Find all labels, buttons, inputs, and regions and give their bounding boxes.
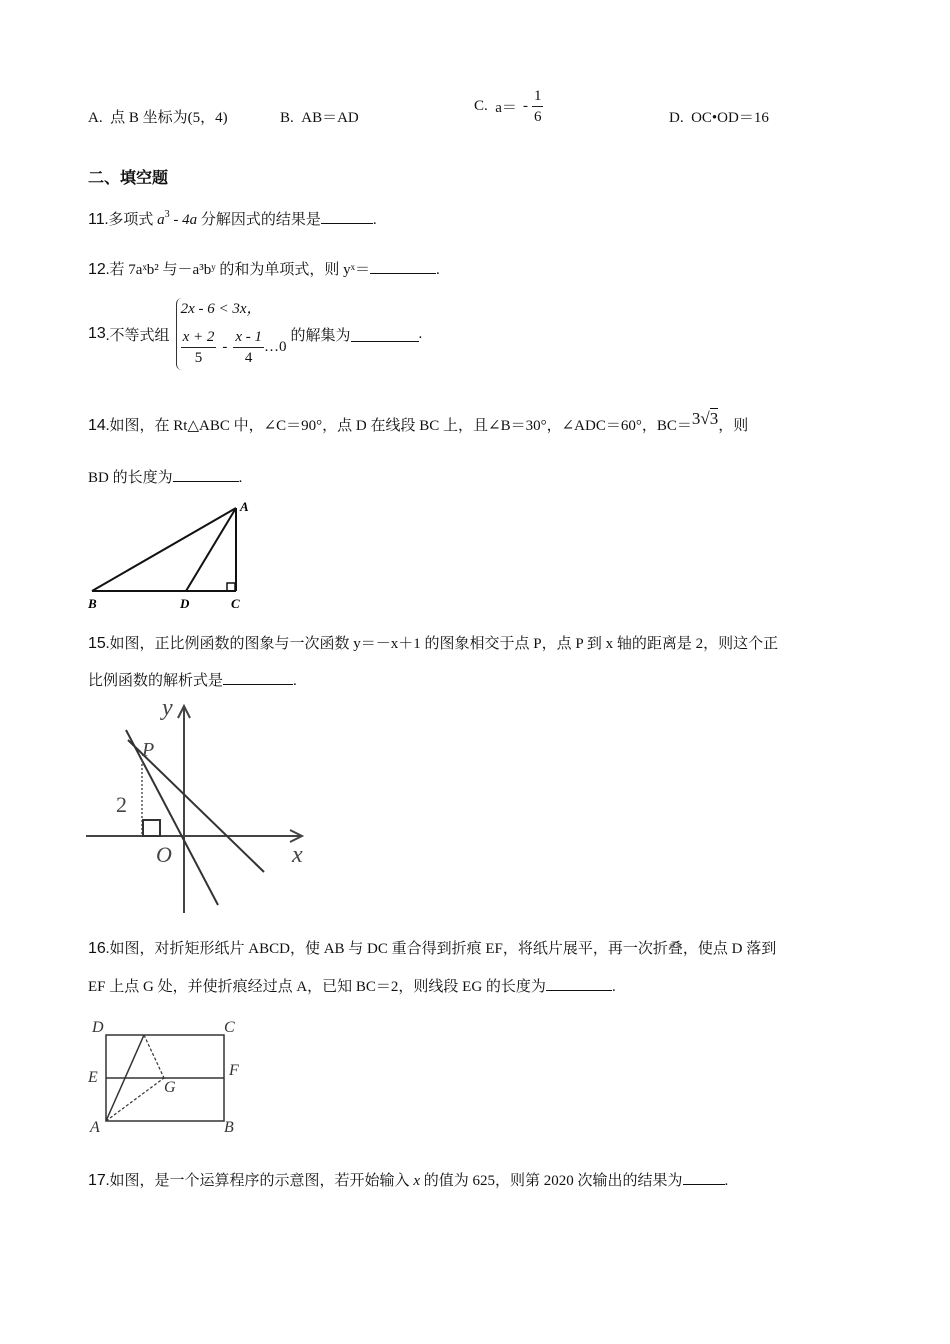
answer-blank[interactable] — [546, 976, 612, 991]
label-a: A — [240, 499, 249, 514]
label-d: D — [180, 596, 190, 611]
denominator: 6 — [533, 108, 542, 125]
label-o: O — [156, 842, 172, 867]
radicand: 3 — [709, 409, 719, 428]
segment-ab — [92, 508, 236, 591]
question-text: .多项式 — [104, 212, 154, 228]
question-number: 11 — [88, 211, 105, 228]
period: . — [418, 325, 423, 342]
period: . — [724, 1173, 729, 1189]
option-label: D. — [669, 110, 684, 126]
denominator: 5 — [194, 349, 203, 366]
question-16-line-2 — [88, 975, 616, 996]
label-c: C — [231, 596, 240, 611]
relation: …0 — [264, 338, 287, 355]
question-text: 的值为 625，则第 2020 次输出的结果为 — [419, 1173, 683, 1189]
answer-blank[interactable] — [370, 259, 436, 274]
label-g: G — [164, 1079, 176, 1096]
inequality-line-2 — [181, 324, 287, 370]
bc-coefficient: 3 — [691, 409, 701, 428]
answer-blank[interactable] — [223, 670, 293, 685]
period: . — [435, 262, 440, 278]
label-a: A — [90, 1119, 100, 1134]
option-d — [669, 106, 769, 127]
answer-blank[interactable] — [321, 209, 373, 224]
denominator: 4 — [244, 349, 253, 366]
numerator: 1 — [532, 86, 544, 107]
question-number: 14 — [88, 417, 106, 434]
question-15 — [88, 632, 778, 653]
right-angle-mark — [143, 820, 160, 836]
option-label: B. — [280, 110, 294, 126]
question-text: 的解集为 — [290, 327, 351, 344]
option-text: a＝ — [495, 99, 517, 116]
section-title: 二、填空题 — [88, 168, 169, 187]
line-proportional-function — [126, 730, 218, 905]
fraction-1 — [181, 327, 217, 368]
option-b — [280, 106, 359, 127]
question-14 — [88, 409, 749, 435]
period: . — [611, 979, 616, 995]
answer-blank[interactable] — [683, 1170, 725, 1185]
option-a — [88, 106, 228, 127]
answer-blank[interactable] — [351, 327, 419, 342]
fraction — [532, 86, 544, 127]
segment-ad — [186, 508, 236, 591]
minus-sign: - — [222, 338, 228, 355]
triangle-figure — [86, 496, 256, 614]
question-number: 16 — [88, 940, 106, 957]
period: . — [293, 673, 297, 689]
question-15-line-2 — [88, 669, 297, 690]
label-y: y — [162, 700, 173, 721]
option-text: AB＝AD — [301, 110, 359, 126]
numerator: x + 2 — [181, 327, 217, 348]
label-e: E — [88, 1069, 98, 1086]
label-b: B — [224, 1119, 234, 1134]
option-c — [474, 84, 543, 128]
question-13 — [88, 296, 422, 372]
question-text: 分解因式的结果是 — [200, 212, 321, 228]
answer-blank[interactable] — [173, 467, 239, 482]
right-angle-mark — [227, 583, 235, 591]
variable-x: x — [413, 1173, 420, 1189]
option-label: A. — [88, 110, 103, 126]
label-b: B — [88, 596, 97, 611]
question-16 — [88, 937, 776, 958]
option-text: 点 B 坐标为(5，4) — [110, 110, 228, 126]
question-number: 17 — [88, 1172, 106, 1189]
label-c: C — [224, 1019, 235, 1036]
inequality-line-1: 2x - 6 < 3x， — [180, 301, 262, 317]
question-14-line-2 — [88, 466, 242, 487]
dashed-segment — [144, 1035, 164, 1078]
option-text: OC•OD＝16 — [691, 110, 769, 126]
label-distance-2: 2 — [116, 792, 127, 817]
rectangle-figure — [84, 1012, 254, 1134]
question-12 — [88, 258, 440, 279]
question-text: .如图，是一个运算程序的示意图，若开始输入 — [105, 1173, 414, 1189]
label-d: D — [92, 1019, 104, 1036]
period: . — [372, 212, 377, 228]
label-p: P — [142, 739, 155, 761]
fraction-2 — [233, 327, 264, 368]
question-number: 15 — [88, 635, 106, 652]
question-number: 12 — [88, 261, 106, 278]
coordinate-figure — [86, 700, 316, 916]
question-11 — [88, 208, 377, 229]
inequality-system — [176, 298, 287, 370]
question-text: 比例函数的解析式是 — [88, 673, 224, 689]
label-f: F — [229, 1062, 239, 1079]
question-text: ，则 — [718, 418, 749, 434]
expr-rest: - 4a — [169, 212, 198, 228]
question-text: .若 7aˣb² 与－a³bʸ 的和为单项式，则 yˣ＝ — [105, 262, 370, 278]
question-text: .不等式组 — [105, 327, 170, 344]
numerator: x - 1 — [233, 327, 264, 348]
question-text: .如图，正比例函数的图象与一次函数 y＝－x＋1 的图象相交于点 P，点 P 到 x 轴的距离是 2，则这个正 — [105, 636, 779, 652]
question-text: .如图，在 Rt△ABC 中，∠C＝90°，点 D 在线段 BC 上，且∠B＝30°，∠ADC＝60°，BC＝ — [105, 418, 692, 434]
option-label: C. — [474, 97, 488, 114]
period: . — [238, 470, 243, 486]
expr-variable: a — [157, 212, 165, 228]
question-text: .如图，对折矩形纸片 ABCD，使 AB 与 DC 重合得到折痕 EF，将纸片展平，再一次折叠，使点 D 落到 — [105, 941, 777, 957]
expr-exponent: 3 — [164, 209, 170, 220]
minus-sign: - — [522, 97, 528, 114]
question-text: EF 上点 G 处，并使折痕经过点 A，已知 BC＝2，则线段 EG 的长度为 — [88, 979, 546, 995]
question-number: 13 — [88, 325, 106, 342]
sqrt-symbol: √3 — [700, 409, 719, 428]
question-17 — [88, 1169, 728, 1190]
label-x: x — [292, 842, 303, 868]
question-text: BD 的长度为 — [88, 470, 173, 486]
